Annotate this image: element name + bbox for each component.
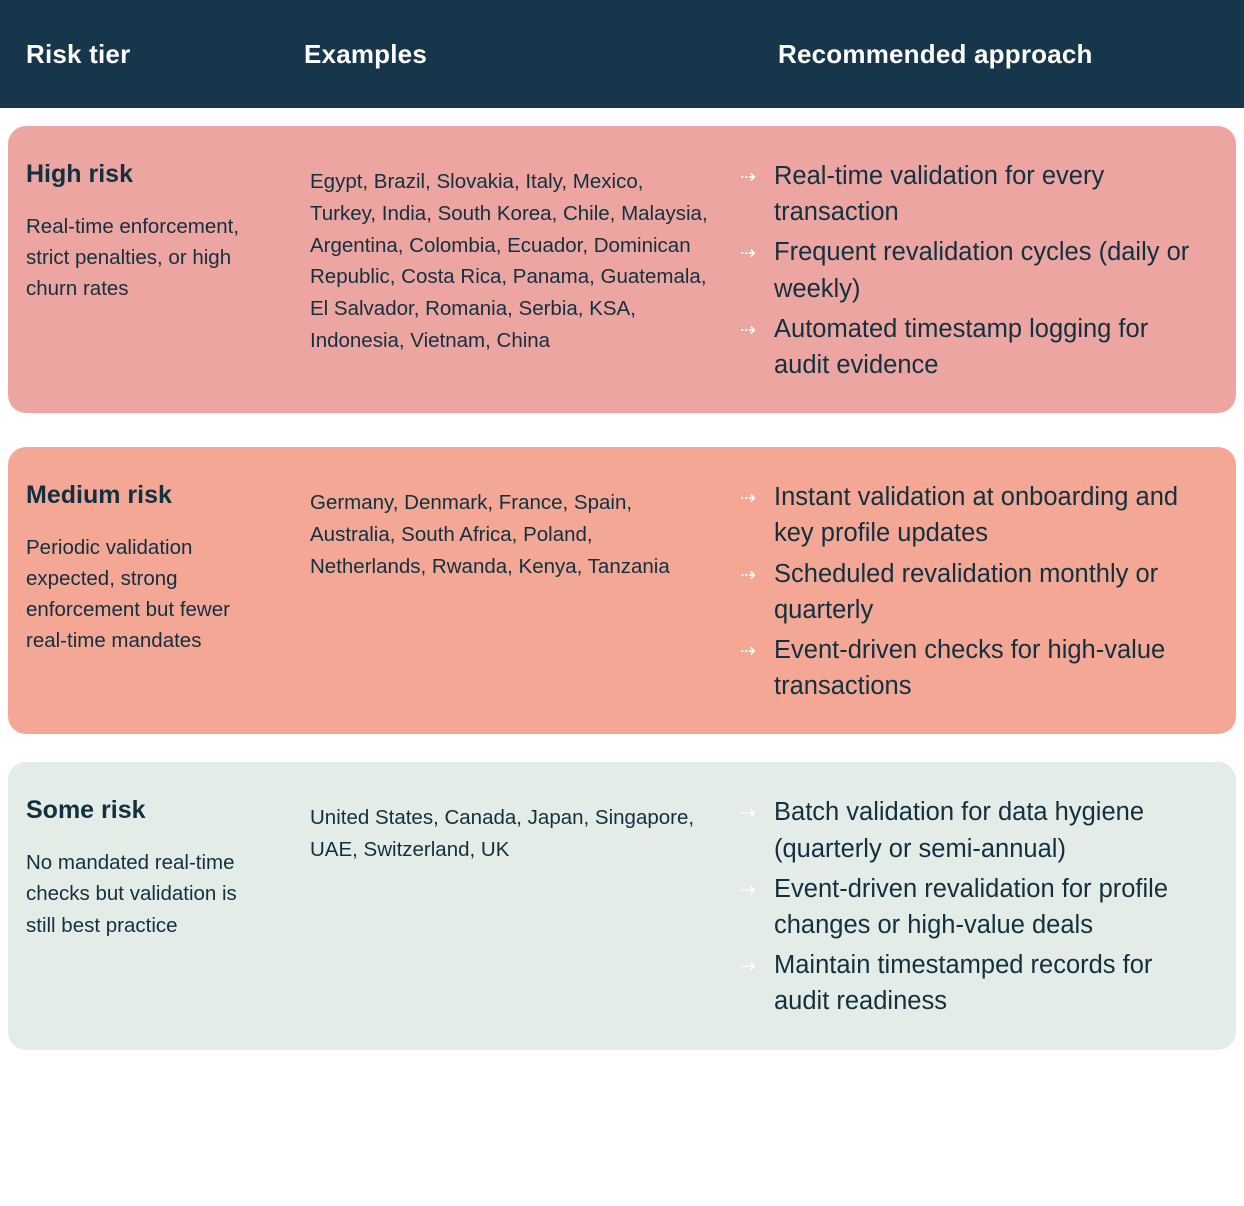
arrow-right-icon: ⇢ [740,803,756,825]
list-item [740,234,1206,306]
column-header-recommended-approach: Recommended approach [778,38,1093,69]
table-row-high-risk [8,126,1236,413]
risk-tier-description: No mandated real-time checks but validation is still best practice [26,851,237,937]
list-item [740,794,1206,866]
list-item [740,311,1206,383]
cell-recommended-approach [740,148,1236,387]
cell-recommended-approach [740,469,1236,708]
arrow-right-icon: ⇢ [740,243,756,265]
recommendation-list [740,479,1206,704]
arrow-right-icon: ⇢ [740,956,756,978]
recommendation-text: Real-time validation for every transaction [774,162,1105,227]
cell-risk-tier [8,148,290,387]
table-row-some-risk [8,762,1236,1049]
list-item [740,479,1206,551]
cell-risk-tier [8,784,290,1023]
arrow-right-icon: ⇢ [740,167,756,188]
arrow-right-icon: ⇢ [740,319,756,341]
recommendation-text: Maintain timestamped records for audit readiness [774,951,1153,1016]
arrow-right-icon: ⇢ [740,879,756,901]
cell-examples: Germany, Denmark, France, Spain, Australia, South Africa, Poland, Netherlands, Rwanda, Kenya, Tanzania [310,491,670,578]
arrow-right-icon: ⇢ [740,488,756,510]
list-item [740,871,1206,943]
table-header [0,0,1244,108]
recommendation-list [740,158,1206,383]
risk-tier-title: Some risk [26,796,146,825]
risk-tier-description: Periodic validation expected, strong enforcement but fewer real-time mandates [26,535,230,653]
list-item [740,632,1206,704]
recommendation-text: Scheduled revalidation monthly or quarterly [774,559,1159,624]
list-item [740,947,1206,1019]
risk-tier-title: Medium risk [26,481,172,510]
arrow-right-icon: ⇢ [740,564,756,586]
recommendation-text: Automated timestamp logging for audit evidence [774,314,1149,380]
recommendation-text: Batch validation for data hygiene (quarterly or semi-annual) [774,798,1144,863]
list-item [740,556,1206,628]
recommendation-text: Frequent revalidation cycles (daily or weekly) [774,238,1190,303]
recommendation-text: Event-driven revalidation for profile changes or high-value deals [774,874,1169,940]
cell-recommended-approach [740,784,1236,1023]
risk-tier-description: Real-time enforcement, strict penalties, or high churn rates [26,214,240,301]
cell-examples: Egypt, Brazil, Slovakia, Italy, Mexico, Turkey, India, South Korea, Chile, Malaysia, Argentina, Colombia, Ecuador, Dominican Republic, Costa Rica, Panama, Guatemala, El Salvador, Romania, Serbia, KSA, Indonesia, Vietnam, China [310,170,708,352]
arrow-right-icon: ⇢ [740,641,756,663]
recommendation-text: Event-driven checks for high-value transactions [774,636,1166,701]
recommendation-list [740,794,1206,1019]
table-row-medium-risk [8,447,1236,734]
risk-tier-title: High risk [26,160,133,188]
column-header-examples: Examples [304,38,428,69]
cell-examples: United States, Canada, Japan, Singapore, UAE, Switzerland, UK [310,806,695,862]
column-header-risk-tier: Risk tier [26,38,131,69]
cell-risk-tier [8,469,290,708]
list-item [740,158,1206,230]
recommendation-text: Instant validation at onboarding and key profile updates [774,483,1179,548]
